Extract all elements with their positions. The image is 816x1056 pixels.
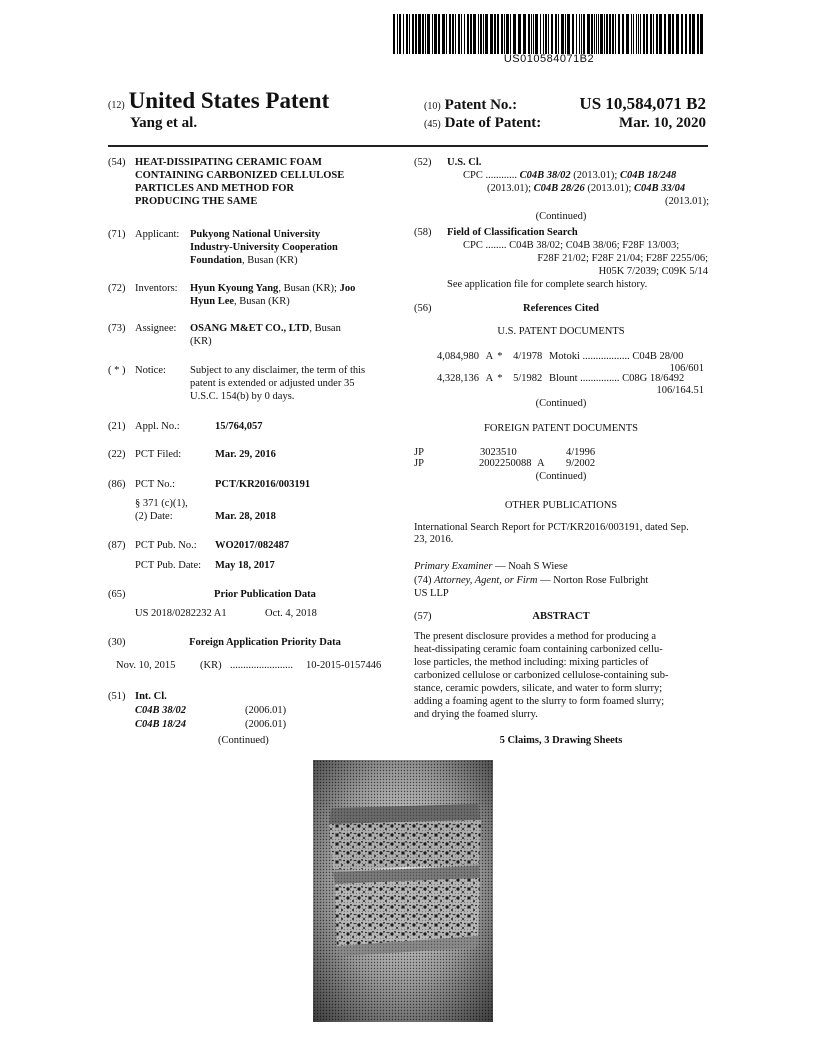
pct-no-value: PCT/KR2016/003191 bbox=[215, 479, 311, 490]
field-71-number: (71) bbox=[108, 229, 126, 240]
leader-dots: .................. bbox=[582, 351, 630, 362]
inventors-label: Inventors: bbox=[135, 283, 178, 294]
field-51-number: (51) bbox=[108, 691, 126, 702]
inventors-value bbox=[190, 282, 355, 308]
int-cl-version: (2006.01) bbox=[245, 719, 287, 730]
cpc-year: (2013.01); bbox=[570, 170, 620, 181]
us-cl-label: U.S. Cl. bbox=[447, 157, 482, 168]
assignee-location: , Busan bbox=[309, 323, 341, 334]
authors: Yang et al. bbox=[130, 115, 198, 131]
invention-title bbox=[135, 156, 344, 208]
foreign-ref-date: 4/1996 bbox=[566, 447, 596, 458]
prior-pub-number: US 2018/0282232 A1 bbox=[135, 608, 227, 619]
abstract-line: stance, ceramic powders, silicate, and water to form slurry; bbox=[414, 683, 663, 694]
field-87-number: (87) bbox=[108, 540, 126, 551]
cpc-label: CPC bbox=[463, 240, 483, 251]
notice-line: U.S.C. 154(b) by 0 days. bbox=[190, 391, 295, 402]
header-rule bbox=[108, 145, 708, 147]
header-left bbox=[108, 88, 329, 132]
field-65-number: (65) bbox=[108, 589, 126, 600]
references-heading: References Cited bbox=[523, 303, 599, 314]
int-cl-code: C04B 18/24 bbox=[135, 719, 187, 730]
barcode-number: US010584071B2 bbox=[503, 53, 595, 65]
priority-country: (KR) bbox=[200, 660, 222, 671]
attorney-name: US LLP bbox=[414, 588, 449, 599]
field-30-number: (30) bbox=[108, 637, 126, 648]
int-cl-label: Int. Cl. bbox=[135, 691, 167, 702]
cpc-code: C04B 28/26 bbox=[533, 183, 585, 194]
patent-date-label: Date of Patent: bbox=[444, 115, 542, 131]
pct-pub-date-value: May 18, 2017 bbox=[215, 560, 275, 571]
priority-app-number: 10-2015-0157446 bbox=[306, 660, 382, 671]
field-86-number: (86) bbox=[108, 479, 126, 490]
foreign-ref-number: 2002250088 bbox=[479, 458, 532, 469]
ref-class: 106/164.51 bbox=[656, 385, 704, 396]
notice-text bbox=[190, 364, 395, 403]
applicant-value bbox=[190, 228, 338, 267]
inventor-name: Joo bbox=[339, 283, 356, 294]
cpc-year: (2013.01); bbox=[664, 196, 709, 207]
header-right bbox=[424, 94, 706, 136]
title-line: CONTAINING CARBONIZED CELLULOSE bbox=[135, 170, 345, 181]
continued-note: (Continued) bbox=[535, 211, 587, 222]
field-52-number: (52) bbox=[414, 157, 432, 168]
patent-date-value: Mar. 10, 2020 bbox=[619, 115, 706, 131]
field-56-number: (56) bbox=[414, 303, 432, 314]
primary-examiner bbox=[414, 560, 568, 573]
document-title: United States Patent bbox=[128, 88, 330, 113]
abstract-line: carbonized cellulose or carbonized cellulose-containing sub- bbox=[414, 670, 669, 681]
other-publications-heading: OTHER PUBLICATIONS bbox=[504, 500, 618, 511]
kind-code-number: (12) bbox=[108, 100, 125, 111]
ref-class: C04B 28/00 bbox=[632, 351, 684, 362]
patent-date-code: (45) bbox=[424, 119, 441, 130]
cpc-code: C04B 38/02 bbox=[519, 170, 571, 181]
patent-number-row bbox=[424, 94, 706, 115]
field-22-number: (22) bbox=[108, 449, 126, 460]
cpc-code: C04B 18/248 bbox=[619, 170, 677, 181]
pct-pub-date-label: PCT Pub. Date: bbox=[135, 560, 202, 571]
attorney-name: — Norton Rose Fulbright bbox=[537, 575, 649, 586]
continued-note: (Continued) bbox=[535, 398, 587, 409]
representative-figure bbox=[313, 760, 493, 1022]
abstract-line: The present disclosure provides a method for producing a bbox=[414, 631, 657, 642]
abstract-line: lose particles, the method including: mixing particles of bbox=[414, 657, 649, 668]
field-57-number: (57) bbox=[414, 611, 432, 622]
continued-note: (Continued) bbox=[535, 471, 587, 482]
appl-no-label: Appl. No.: bbox=[135, 421, 180, 432]
notice-label: Notice: bbox=[135, 365, 166, 376]
abstract-heading: ABSTRACT bbox=[532, 611, 590, 622]
foreign-ref-country: JP bbox=[414, 458, 424, 469]
applicant-label: Applicant: bbox=[135, 229, 180, 240]
ref-class: C08G 18/6492 bbox=[622, 373, 685, 384]
applicant-name: Foundation bbox=[190, 255, 242, 266]
examiner-name: — Noah S Wiese bbox=[492, 561, 568, 572]
title-line: HEAT-DISSIPATING CERAMIC FOAM bbox=[135, 157, 322, 168]
foreign-ref-number: 3023510 bbox=[480, 447, 517, 458]
cpc-year: (2013.01); bbox=[584, 183, 635, 194]
title-line: PARTICLES AND METHOD FOR bbox=[135, 183, 294, 194]
barcode bbox=[393, 14, 705, 54]
prior-pub-heading: Prior Publication Data bbox=[214, 589, 316, 600]
ref-number: 4,084,980 bbox=[437, 351, 479, 362]
priority-heading: Foreign Application Priority Data bbox=[189, 637, 341, 648]
inventor-location: , Busan (KR); bbox=[278, 283, 340, 294]
foreign-ref-date: 9/2002 bbox=[566, 458, 596, 469]
assignee-location: (KR) bbox=[190, 336, 212, 347]
notice-line: patent is extended or adjusted under 35 bbox=[190, 378, 355, 389]
field-73-number: (73) bbox=[108, 323, 126, 334]
ref-date: 4/1978 bbox=[513, 351, 543, 362]
title-line: PRODUCING THE SAME bbox=[135, 196, 258, 207]
section-371-date-value: Mar. 28, 2018 bbox=[215, 511, 276, 522]
pct-filed-value: Mar. 29, 2016 bbox=[215, 449, 276, 460]
attorney bbox=[414, 574, 648, 587]
field-54-number: (54) bbox=[108, 157, 126, 168]
field-58-number: (58) bbox=[414, 227, 432, 238]
ref-name: Motoki bbox=[548, 351, 580, 362]
leader-dots: ........ bbox=[485, 240, 507, 251]
pct-no-label: PCT No.: bbox=[135, 479, 176, 490]
field-21-number: (21) bbox=[108, 421, 126, 432]
ref-kind: A bbox=[485, 351, 493, 362]
assignee-label: Assignee: bbox=[135, 323, 177, 334]
int-cl-version: (2006.01) bbox=[245, 705, 287, 716]
ref-kind: A bbox=[485, 373, 493, 384]
appl-no-value: 15/764,057 bbox=[215, 421, 263, 432]
patent-number-value: US 10,584,071 B2 bbox=[579, 94, 706, 113]
pct-filed-label: PCT Filed: bbox=[135, 449, 182, 460]
field-72-number: (72) bbox=[108, 283, 126, 294]
inventor-location: , Busan (KR) bbox=[234, 296, 290, 307]
search-history-note: See application file for complete search history. bbox=[447, 279, 648, 290]
assignee-name: OSANG M&ET CO., LTD bbox=[190, 323, 310, 334]
applicant-name: Pukyong National University bbox=[190, 229, 321, 240]
inventor-name: Hyun Lee bbox=[190, 296, 235, 307]
foreign-patent-docs-heading: FOREIGN PATENT DOCUMENTS bbox=[483, 423, 639, 434]
foreign-ref-country: JP bbox=[414, 447, 424, 458]
inventor-name: Hyun Kyoung Yang bbox=[190, 283, 279, 294]
attorney-label: Attorney, Agent, or Firm bbox=[434, 575, 538, 586]
cpc-label: CPC bbox=[463, 170, 483, 181]
cpc-year: (2013.01); bbox=[487, 183, 534, 194]
applicant-name: Industry-University Cooperation bbox=[190, 242, 338, 253]
classification-search-value bbox=[463, 239, 679, 252]
patent-number-label: Patent No.: bbox=[444, 97, 518, 113]
classification-line: C04B 38/02; C04B 38/06; F28F 13/003; bbox=[509, 240, 680, 251]
ref-date: 5/1982 bbox=[513, 373, 543, 384]
applicant-location: , Busan (KR) bbox=[241, 255, 298, 266]
pct-pub-no-value: WO2017/082487 bbox=[215, 540, 290, 551]
prior-pub-date: Oct. 4, 2018 bbox=[265, 608, 317, 619]
classification-line: F28F 21/02; F28F 21/04; F28F 2255/06; bbox=[537, 253, 708, 264]
continued-note: (Continued) bbox=[218, 735, 269, 746]
notice-number: ( * ) bbox=[108, 365, 126, 376]
ref-star: * bbox=[497, 373, 503, 384]
cpc-code: C04B 33/04 bbox=[634, 183, 686, 194]
abstract-line: adding a foaming agent to the slurry to form foamed slurry; bbox=[414, 696, 665, 707]
leader-dots: ........................ bbox=[230, 660, 293, 671]
leader-dots: ............ bbox=[485, 170, 517, 181]
assignee-value bbox=[190, 322, 341, 348]
notice-line: Subject to any disclaimer, the term of this bbox=[190, 365, 366, 376]
section-371-date-label: (2) Date: bbox=[135, 511, 173, 522]
leader-dots: ............... bbox=[580, 373, 620, 384]
ref-class: 106/601 bbox=[669, 363, 704, 374]
section-371-label: § 371 (c)(1), bbox=[135, 498, 188, 509]
us-cl-value bbox=[447, 169, 709, 208]
abstract-line: heat-dissipating ceramic foam containing carbonized cellu- bbox=[414, 644, 663, 655]
int-cl-code: C04B 38/02 bbox=[135, 705, 187, 716]
examiner-label: Primary Examiner bbox=[414, 561, 493, 572]
ref-star: * bbox=[497, 351, 503, 362]
classification-line: H05K 7/2039; C09K 5/14 bbox=[598, 266, 708, 277]
patent-number-code: (10) bbox=[424, 101, 441, 112]
other-publication: International Search Report for PCT/KR2016/003191, dated Sep. bbox=[414, 522, 689, 533]
foreign-ref-kind: A bbox=[537, 458, 545, 469]
us-patent-docs-heading: U.S. PATENT DOCUMENTS bbox=[497, 326, 625, 337]
pct-pub-no-label: PCT Pub. No.: bbox=[135, 540, 197, 551]
field-74-number: (74) bbox=[414, 575, 432, 586]
classification-search-label: Field of Classification Search bbox=[447, 227, 578, 238]
patent-date-row bbox=[424, 115, 706, 136]
abstract-line: and drying the foamed slurry. bbox=[414, 709, 538, 720]
ref-name: Blount bbox=[548, 373, 578, 384]
abstract-text bbox=[414, 630, 708, 721]
priority-date: Nov. 10, 2015 bbox=[116, 660, 176, 671]
claims-summary: 5 Claims, 3 Drawing Sheets bbox=[499, 735, 623, 746]
ref-number: 4,328,136 bbox=[437, 373, 479, 384]
other-publication: 23, 2016. bbox=[414, 534, 454, 545]
